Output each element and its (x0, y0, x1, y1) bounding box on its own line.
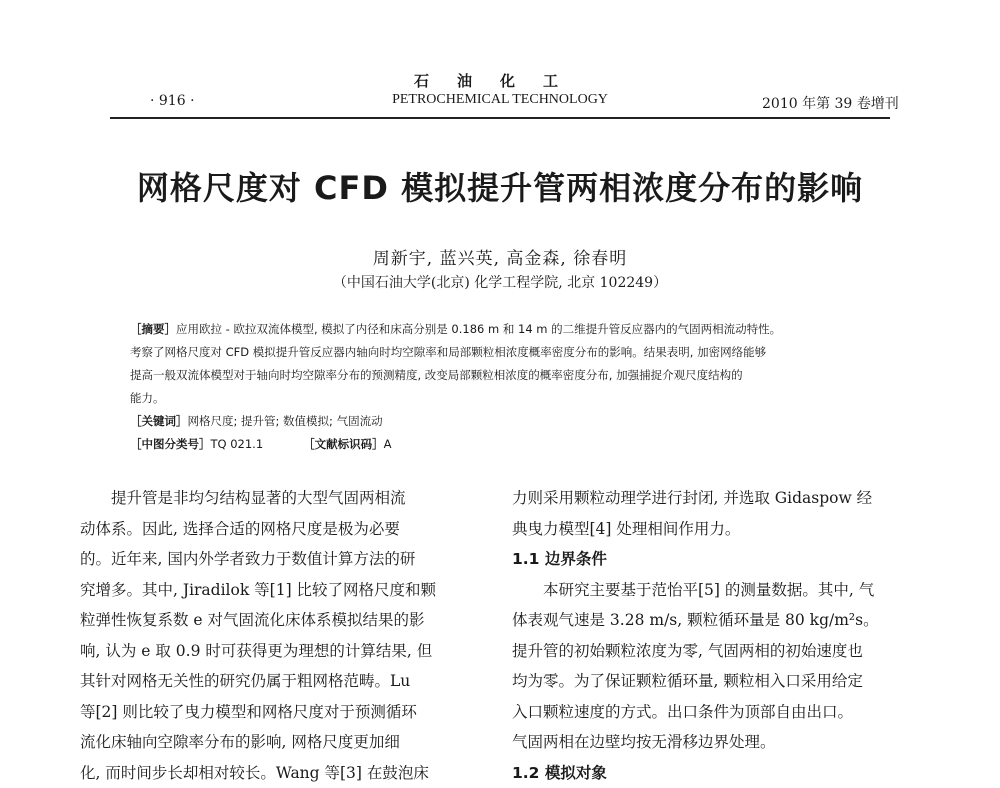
abstract-line: 考察了网格尺度对 CFD 模拟提升管反应器内轴向时均空隙率和局部颗粒相浓度概率密度分布的影响。结果表明, 加密网络能够 (130, 341, 890, 364)
body-line: 其针对网格无关性的研究仍属于粗网格范畴。Lu (80, 666, 490, 697)
keywords-text: 网格尺度; 提升管; 数值模拟; 气固流动 (188, 414, 383, 428)
issue-info: 2010 年第 39 卷增刊 (762, 93, 899, 113)
class-label: ［中图分类号］ (130, 437, 211, 451)
journal-title-en: PETROCHEMICAL TECHNOLOGY (0, 92, 1000, 108)
body-line: 气固两相在边壁均按无滑移边界处理。 (512, 727, 922, 758)
section-heading: 1.1 边界条件 (512, 544, 922, 575)
body-line: 均为零。为了保证颗粒循环量, 颗粒相入口采用给定 (512, 666, 922, 697)
body-line: 提升管是非均匀结构显著的大型气固两相流 (80, 483, 490, 514)
article-title: 网格尺度对 CFD 模拟提升管两相浓度分布的影响 (0, 163, 1000, 209)
header-rule (110, 117, 890, 119)
classification-line (130, 433, 890, 456)
doc-value: A (384, 437, 392, 451)
abstract-label: ［摘要］ (130, 322, 176, 336)
body-line: 流化床轴向空隙率分布的影响, 网格尺度更加细 (80, 727, 490, 758)
body-line: 入口颗粒速度的方式。出口条件为顶部自由出口。 (512, 697, 922, 728)
section-heading: 1.2 模拟对象 (512, 758, 922, 788)
abstract-line: ［摘要］应用欧拉 - 欧拉双流体模型, 模拟了内径和床高分别是 0.186 m 和 14 m 的二维提升管反应器内的气固两相流动特性。 (130, 318, 890, 341)
article-affiliation: （中国石油大学(北京) 化学工程学院, 北京 102249） (0, 272, 1000, 292)
body-column-right (512, 483, 922, 788)
body-line: 响, 认为 e 取 0.9 时可获得更为理想的计算结果, 但 (80, 636, 490, 667)
journal-title-cn: 石油化工 (0, 70, 1000, 91)
keywords-line (130, 410, 890, 433)
doc-label: ［文献标识码］ (303, 437, 384, 451)
body-line: 提升管的初始颗粒浓度为零, 气固两相的初始速度也 (512, 636, 922, 667)
body-line: 的。近年来, 国内外学者致力于数值计算方法的研 (80, 544, 490, 575)
body-column-left (80, 483, 490, 788)
body-line: 动体系。因此, 选择合适的网格尺度是极为必要 (80, 514, 490, 545)
abstract-line: 提高一般双流体模型对于轴向时均空隙率分布的预测精度, 改变局部颗粒相浓度的概率密度分布, 加强捕捉介观尺度结构的 (130, 364, 890, 387)
body-line: 本研究主要基于范怡平[5] 的测量数据。其中, 气 (512, 575, 922, 606)
keywords-label: ［关键词］ (130, 414, 188, 428)
body-line: 力则采用颗粒动理学进行封闭, 并选取 Gidaspow 经 (512, 483, 922, 514)
page-number: · 916 · (150, 93, 195, 109)
body-line: 体表观气速是 3.28 m/s, 颗粒循环量是 80 kg/m²s。 (512, 605, 922, 636)
body-line: 典曳力模型[4] 处理相间作用力。 (512, 514, 922, 545)
abstract-block (130, 318, 890, 456)
class-value: TQ 021.1 (211, 437, 264, 451)
body-line: 究增多。其中, Jiradilok 等[1] 比较了网格尺度和颗 (80, 575, 490, 606)
body-line: 粒弹性恢复系数 e 对气固流化床体系模拟结果的影 (80, 605, 490, 636)
abstract-line: 能力。 (130, 387, 890, 410)
body-line: 等[2] 则比较了曳力模型和网格尺度对于预测循环 (80, 697, 490, 728)
article-authors: 周新宇, 蓝兴英, 高金森, 徐春明 (0, 244, 1000, 269)
body-line: 化, 而时间步长却相对较长。Wang 等[3] 在鼓泡床 (80, 758, 490, 788)
